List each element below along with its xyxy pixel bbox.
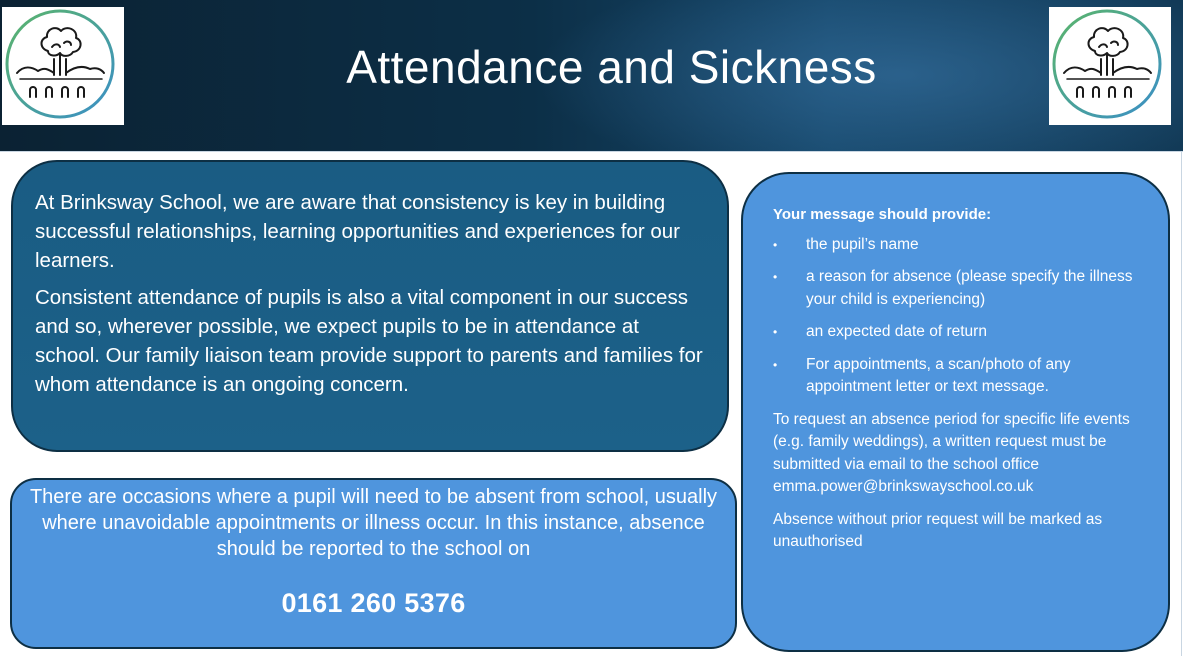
list-item-text: the pupil’s name xyxy=(806,235,919,253)
bullet-icon: • xyxy=(773,237,778,252)
request-text: To request an absence period for specific life events (e.g. family weddings), a written request must be submitted via email to the school office emma.power@brinkswayschool.co.uk xyxy=(773,410,1130,495)
list-item xyxy=(773,321,1148,344)
intro-paragraph: At Brinksway School, we are aware that consistency is key in building successful relationships, learning opportunities and experiences for our learners. xyxy=(35,191,680,272)
bullet-icon: • xyxy=(773,325,778,339)
list-item-text: a reason for absence (please specify the illness your child is experiencing) xyxy=(806,268,1133,308)
phone-number: 0161 260 5376 xyxy=(281,588,466,618)
message-heading: Your message should provide: xyxy=(773,206,992,223)
list-item-text: an expected date of return xyxy=(806,323,987,340)
bullet-icon: • xyxy=(773,270,778,284)
list-item-text: For appointments, a scan/photo of any appointment letter or text message. xyxy=(806,355,1071,395)
list-item xyxy=(773,354,1148,399)
bullet-icon: • xyxy=(773,357,778,372)
message-list xyxy=(773,234,1148,399)
absence-panel xyxy=(10,478,737,649)
intro-panel xyxy=(11,160,729,452)
intro-paragraph: Consistent attendance of pupils is also a vital component in our success and so, wherever possible, we expect pupils to be in attendance at school. Our family liaison team provide support to parents and families for whom attendance is an ongoing concern. xyxy=(35,286,703,396)
page-title: Attendance and Sickness xyxy=(346,41,877,93)
unauthorised-text: Absence without prior request will be marked as unauthorised xyxy=(773,510,1103,550)
list-item xyxy=(773,234,1148,257)
list-item xyxy=(773,266,1148,311)
header-banner xyxy=(0,0,1183,152)
school-logo-right xyxy=(1049,7,1171,125)
message-panel xyxy=(741,172,1170,652)
divider xyxy=(1181,151,1182,656)
tree-landscape-logo-icon xyxy=(1049,7,1171,125)
absence-text: There are occasions where a pupil will need to be absent from school, usually where unavoidable appointments or illness occur. In this instance, absence should be reported to the school on xyxy=(29,486,718,560)
